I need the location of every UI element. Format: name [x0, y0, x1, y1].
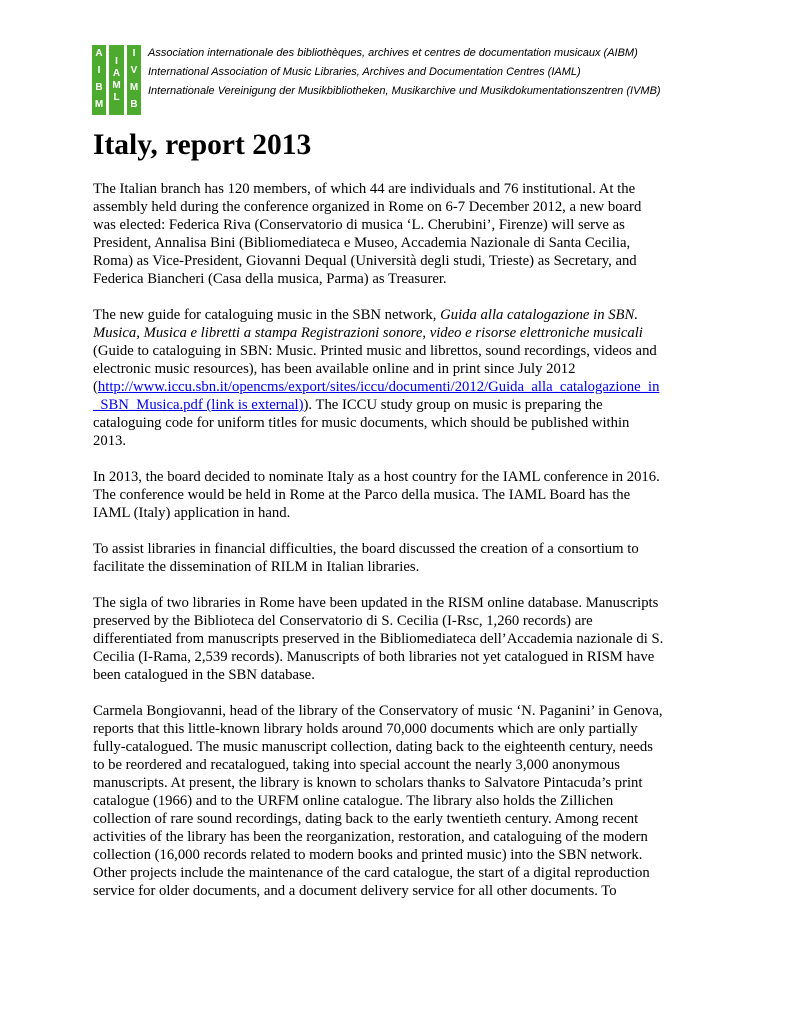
iaml-logo	[92, 45, 141, 115]
text-line: The conference would be held in Rome at the Parco della musica. The IAML Board has the	[93, 487, 631, 503]
text-line: manuscripts. At present, the library is known to scholars thanks to Salvatore Pintacuda’s print	[93, 775, 643, 791]
logo-letter: A	[95, 48, 103, 59]
page-title: Italy, report 2013	[93, 129, 312, 161]
logo-column-left	[92, 45, 106, 115]
text-line: 2013.	[93, 433, 127, 449]
text-line: activities of the library has been the reorganization, restoration, and cataloguing of the modern	[93, 829, 648, 845]
paragraph-rism-sigla	[93, 594, 703, 684]
text-line: reports that this little-known library holds around 70,000 documents which are only partially	[93, 721, 638, 737]
logo-letter: I	[97, 65, 101, 76]
logo-letter: I	[115, 56, 118, 67]
guide-pdf-link-continued[interactable]: _SBN_Musica.pdf (link is external)	[93, 397, 304, 413]
logo-letter: B	[95, 82, 103, 93]
text-line: facilitate the dissemination of RILM in Italian libraries.	[93, 559, 420, 575]
text-line: The sigla of two libraries in Rome have been updated in the RISM online database. Manuscripts	[93, 595, 659, 611]
paragraph-membership	[93, 180, 703, 288]
logo-letter: L	[113, 92, 120, 103]
paragraph-cataloguing-guide	[93, 306, 703, 450]
text-line: collection of rare sound recordings, dating back to the early twentieth century. Among recent	[93, 811, 639, 827]
guide-title-italic: Guida alla catalogazione in SBN.	[440, 307, 638, 323]
text-line: differentiated from manuscripts preserved in the Bibliomediateca dell’Accademia nazionale di S.	[93, 631, 664, 647]
association-name-en: International Association of Music Libraries, Archives and Documentation Centres (IAML)	[148, 66, 581, 78]
logo-column-middle	[109, 45, 124, 115]
text-line: electronic music resources), has been available online and in print since July 2012	[93, 361, 576, 377]
text-line: service for older documents, and a document delivery service for all other documents. To	[93, 883, 617, 899]
text-line: (Guide to cataloguing in SBN: Music. Printed music and librettos, sound recordings, videos and	[93, 343, 657, 359]
text-line	[93, 396, 703, 414]
text-line: preserved by the Biblioteca del Conservatorio di S. Cecilia (I-Rsc, 1,260 records) are	[93, 613, 593, 629]
text-line: catalogue (1966) and to the URFM online catalogue. The library also holds the Zillichen	[93, 793, 614, 809]
text-line: IAML (Italy) application in hand.	[93, 505, 291, 521]
text-line: President, Annalisa Bini (Bibliomediateca e Museo, Accademia Nazionale di Santa Cecilia,	[93, 235, 631, 251]
guide-title-italic: Musica, Musica e libretti a stampa Registrazioni sonore, video e risorse elettroniche musicali	[93, 325, 643, 341]
text-line: Carmela Bongiovanni, head of the library of the Conservatory of music ‘N. Paganini’ in Genova,	[93, 703, 663, 719]
logo-letter: B	[130, 99, 138, 110]
text-line: In 2013, the board decided to nominate Italy as a host country for the IAML conference in 2016.	[93, 469, 660, 485]
text-line	[93, 324, 703, 342]
association-name-fr: Association internationale des bibliothèques, archives et centres de documentation musicaux (AIBM)	[148, 47, 638, 59]
text-line: cataloguing code for uniform titles for music documents, which should be published within	[93, 415, 630, 431]
paragraph-genova-library	[93, 702, 703, 900]
logo-column-right	[127, 45, 141, 115]
text-line: to be reordered and recatalogued, taking into special account the nearly 3,000 anonymous	[93, 757, 620, 773]
association-name-de: Internationale Vereinigung der Musikbibliotheken, Musikarchive und Musikdokumentationszentren (IVMB)	[148, 85, 661, 97]
text-line: assembly held during the conference organized in Rome on 6-7 December 2012, a new board	[93, 199, 642, 215]
logo-letter: M	[112, 80, 121, 91]
text-segment: ). The ICCU study group on music is preparing the	[303, 397, 603, 413]
paragraph-rilm-consortium	[93, 540, 703, 576]
logo-letter: V	[130, 65, 138, 76]
text-line: Roma) as Vice-President, Giovanni Dequal (Università degli studi, Trieste) as Secretary, and	[93, 253, 637, 269]
text-line: collection (16,000 records related to modern books and printed music) into the SBN network.	[93, 847, 643, 863]
logo-letter: M	[94, 99, 104, 110]
text-line: been catalogued in the SBN database.	[93, 667, 315, 683]
text-line: Other projects include the maintenance of the card catalogue, the start of a digital reproduction	[93, 865, 650, 881]
logo-letter: A	[112, 68, 121, 79]
guide-pdf-link[interactable]: http://www.iccu.sbn.it/opencms/export/sites/iccu/documenti/2012/Guida_alla_catalogazione_in	[97, 379, 660, 395]
text-segment: (	[93, 379, 98, 395]
paragraph-conference-2016	[93, 468, 703, 522]
text-line: was elected: Federica Riva (Conservatorio di musica ‘L. Cherubini’, Firenze) will serve as	[93, 217, 625, 233]
text-line	[93, 378, 703, 396]
logo-letter: I	[132, 48, 136, 59]
logo-letter: M	[129, 82, 139, 93]
association-names	[148, 44, 748, 101]
text-line: Cecilia (I-Rama, 2,539 records). Manuscripts of both libraries not yet catalogued in RISM have	[93, 649, 655, 665]
text-line	[93, 306, 703, 324]
text-line: fully-catalogued. The music manuscript collection, dating back to the eighteenth century, needs	[93, 739, 653, 755]
text-line: The Italian branch has 120 members, of which 44 are individuals and 76 institutional. At the	[93, 181, 636, 197]
text-line: Federica Biancheri (Casa della musica, Parma) as Treasurer.	[93, 271, 447, 287]
report-body	[93, 180, 703, 918]
text-segment: The new guide for cataloguing music in the SBN network,	[93, 307, 441, 323]
text-line: To assist libraries in financial difficulties, the board discussed the creation of a consortium to	[93, 541, 639, 557]
